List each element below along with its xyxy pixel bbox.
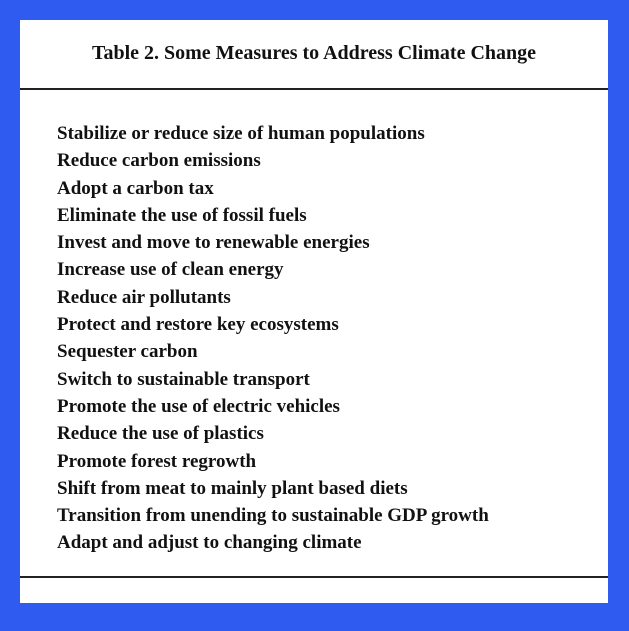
list-item: Stabilize or reduce size of human populations	[57, 123, 425, 144]
list-item: Promote forest regrowth	[57, 450, 257, 472]
list-item: Transition from unending to sustainable GDP growth	[57, 505, 489, 527]
footer-divider	[20, 576, 608, 578]
list-item: Protect and restore key ecosystems	[57, 314, 339, 336]
table-panel	[20, 20, 608, 603]
list-item: Promote the use of electric vehicles	[57, 395, 340, 417]
list-item: Adopt a carbon tax	[57, 177, 214, 199]
list-item: Shift from meat to mainly plant based diets	[57, 477, 408, 499]
list-item: Invest and move to renewable energies	[57, 232, 370, 254]
list-item: Sequester carbon	[57, 341, 198, 363]
list-item: Switch to sustainable transport	[57, 368, 310, 390]
table-title: Table 2. Some Measures to Address Climate Change	[91, 42, 537, 64]
list-item: Reduce carbon emissions	[57, 150, 261, 172]
measures-list	[57, 120, 489, 557]
list-item: Reduce air pollutants	[57, 286, 231, 308]
list-item: Eliminate the use of fossil fuels	[57, 204, 307, 226]
list-item: Adapt and adjust to changing climate	[57, 532, 362, 554]
list-item: Reduce the use of plastics	[57, 423, 264, 445]
header-divider	[20, 88, 608, 90]
list-item: Increase use of clean energy	[57, 259, 284, 281]
